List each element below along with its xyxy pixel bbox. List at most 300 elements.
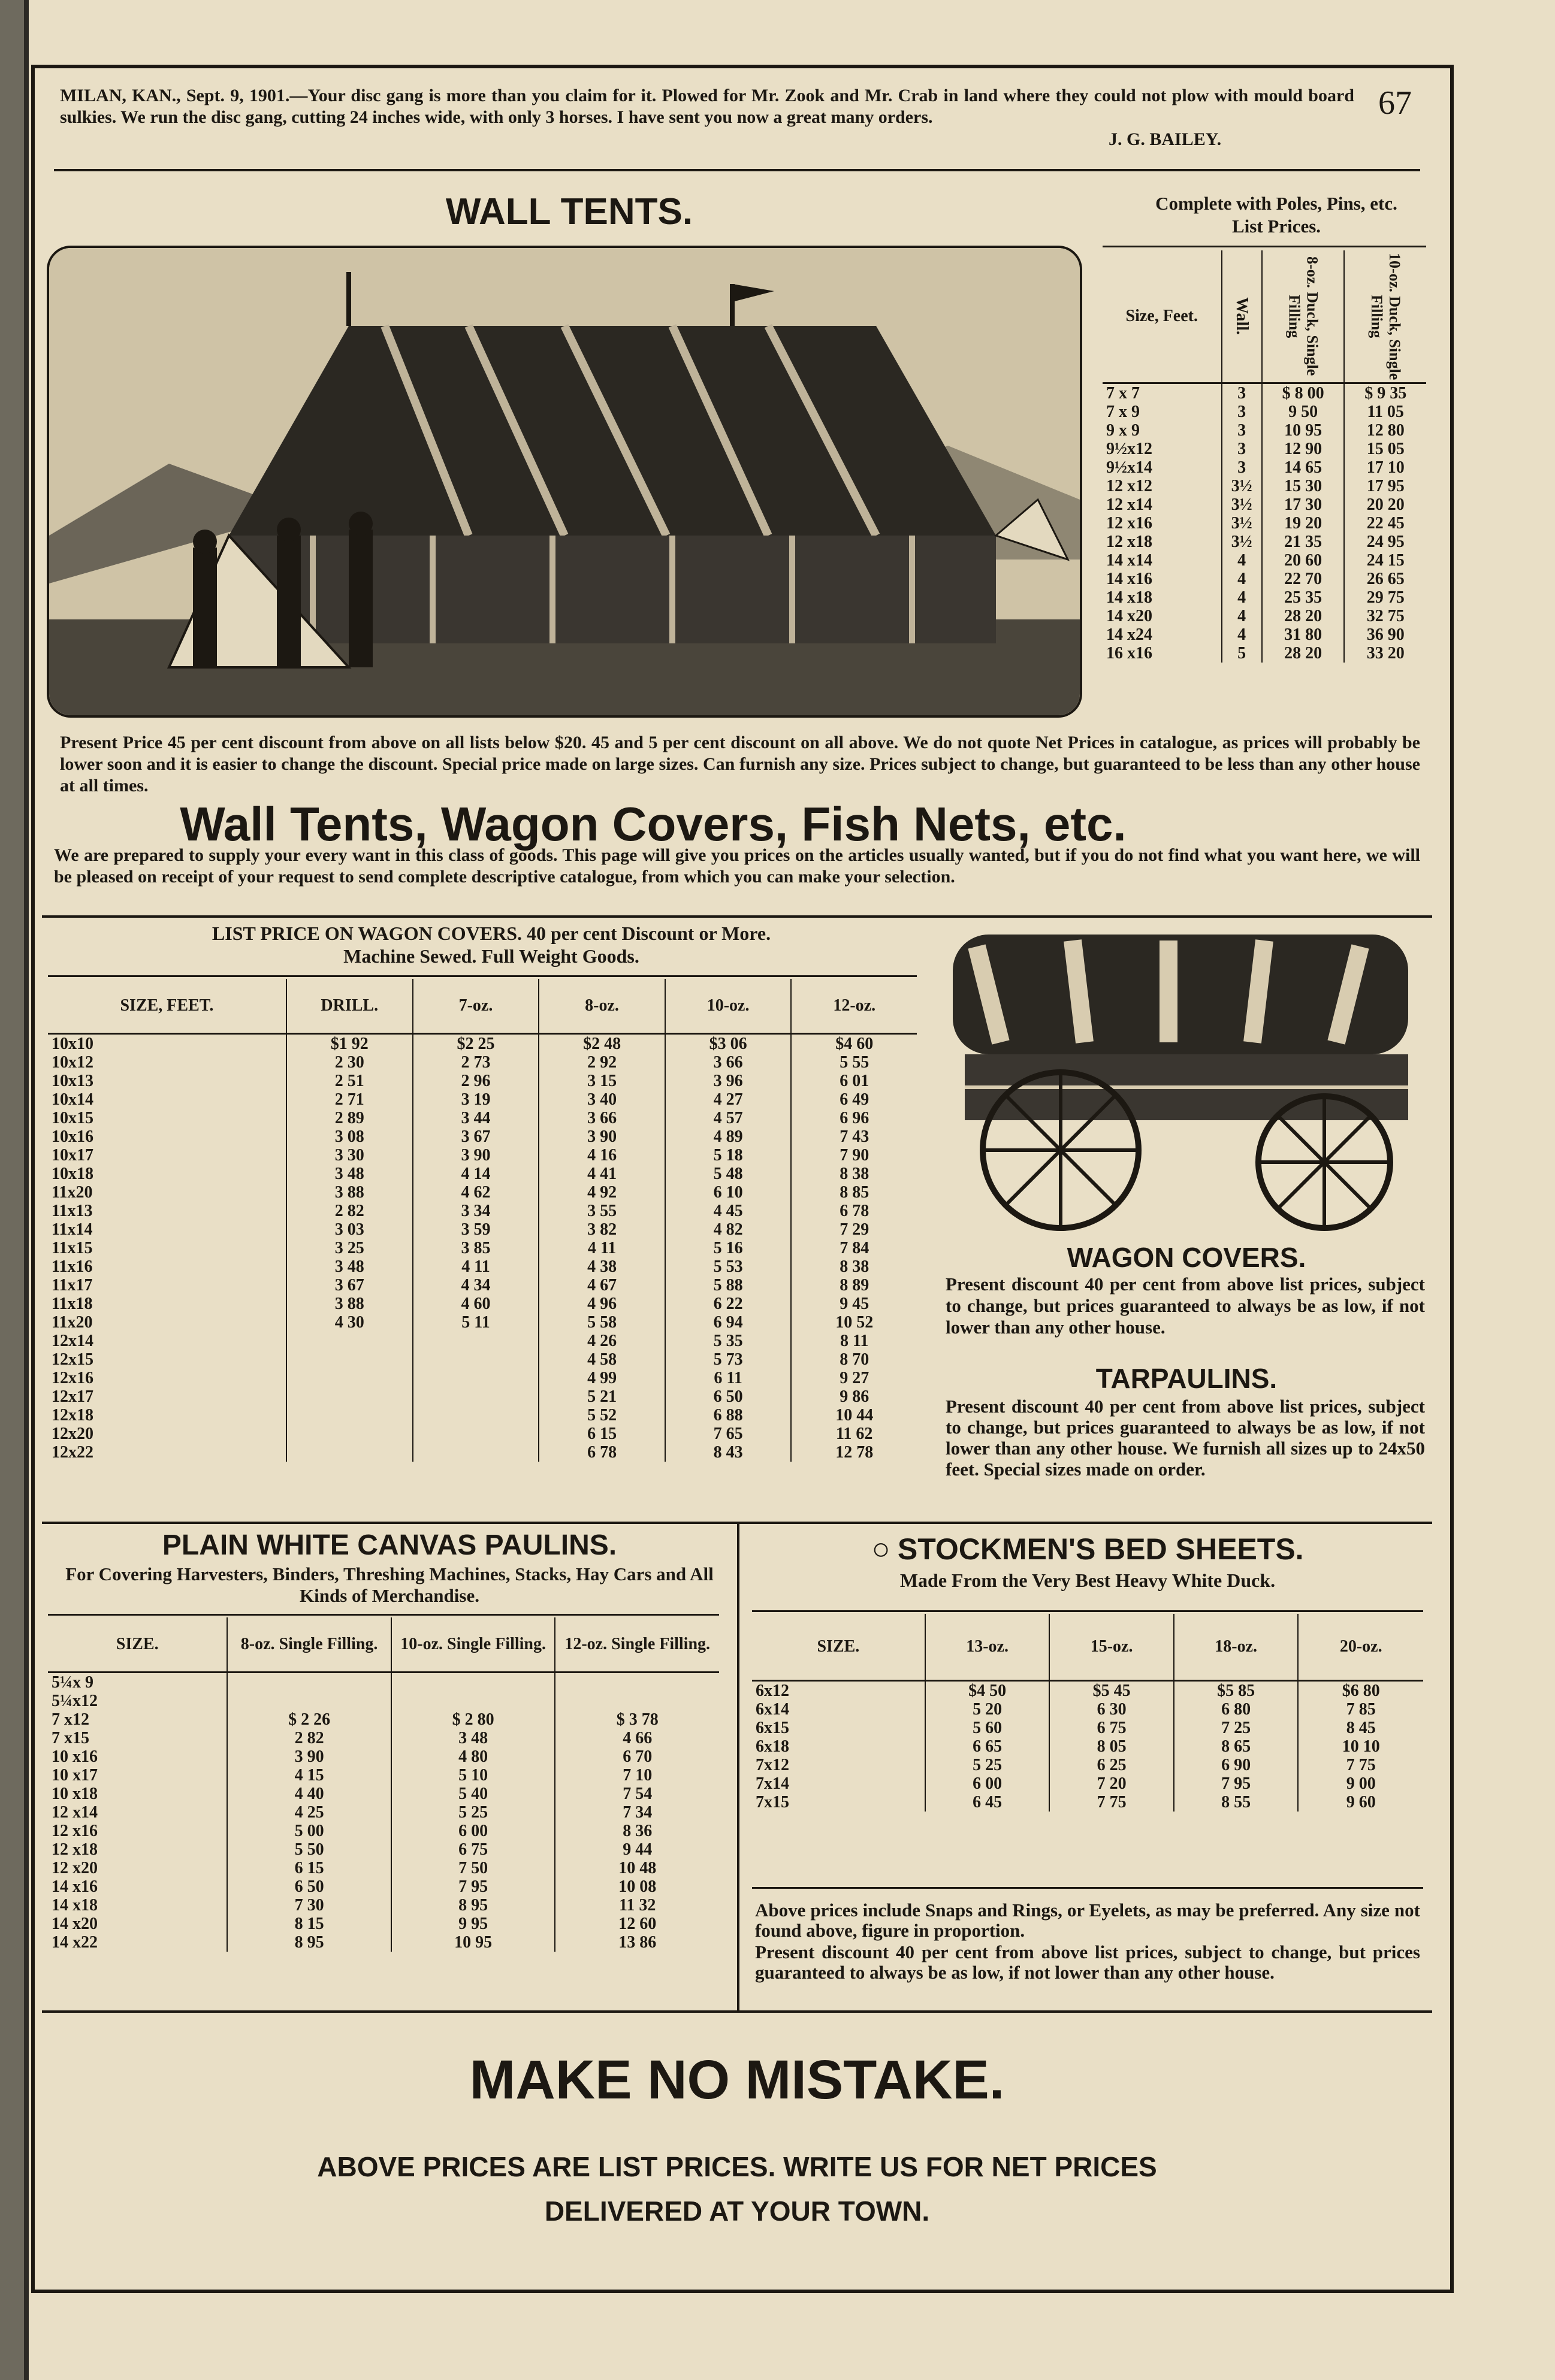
price-cell: 9 86: [840, 1387, 869, 1406]
bed-sheet-row: [752, 1756, 1423, 1774]
wall-tents-table-caption: Complete with Poles, Pins, etc.: [1155, 193, 1397, 214]
tent-row: [1103, 625, 1426, 644]
bed-sheet-row: [752, 1719, 1423, 1737]
price-cell: 5 48: [665, 1165, 792, 1183]
price-cell: [286, 1332, 413, 1350]
paulin-row: [48, 1859, 719, 1877]
price-cell: 7 85: [1346, 1700, 1376, 1719]
price-cell: 7 84: [840, 1239, 869, 1257]
price-cell: 3 15: [539, 1072, 665, 1090]
tarpaulins-text: Present discount 40 per cent from above list prices, subject to change, but prices guaranteed to always be as low, if not lower than any other house. We furnish all sizes up to 24x50 feet. Special sizes made on order.: [946, 1396, 1425, 1480]
price-cell: [413, 1350, 539, 1369]
price-cell: 4 11: [539, 1239, 665, 1257]
paulin-row: [48, 1747, 719, 1766]
price-cell: 7 65: [665, 1425, 792, 1443]
pl-col-size: SIZE.: [48, 1617, 227, 1673]
price-cell: 6 01: [840, 1072, 869, 1090]
tent-row: [1103, 570, 1426, 588]
size-cell: 10 x17: [48, 1766, 227, 1785]
size-cell: 14 x18: [1103, 588, 1222, 607]
bed-sheets-title: [743, 1531, 1432, 1567]
price-cell: 4: [1222, 607, 1262, 625]
testimonial-text: MILAN, KAN., Sept. 9, 1901.—Your disc gang is more than you claim for it. Plowed for Mr. Zook and Mr. Crab in land where they could not plow with mould board sulkies. We run the disc gang, cutting 24 inches wide, with only 3 horses. I have sent you now a great many orders.: [60, 86, 1354, 127]
price-cell: 9 27: [840, 1369, 869, 1387]
size-cell: 14 x16: [1103, 570, 1222, 588]
pl-col-8oz: 8-oz. Single Filling.: [227, 1617, 391, 1673]
size-cell: 7x14: [752, 1774, 925, 1793]
price-cell: 9 50: [1262, 403, 1345, 421]
size-cell: 7 x15: [48, 1729, 227, 1747]
bs-col-20oz: 20-oz.: [1298, 1614, 1423, 1681]
price-cell: 6 78: [539, 1443, 665, 1462]
price-cell: 7 34: [623, 1803, 653, 1822]
price-cell: 9 44: [623, 1840, 653, 1859]
price-cell: 7 10: [623, 1766, 653, 1785]
price-cell: 4 16: [539, 1146, 665, 1165]
paulins-table: [48, 1617, 719, 1952]
size-cell: 10x10: [48, 1034, 286, 1054]
price-cell: 2 30: [286, 1053, 413, 1072]
price-cell: 8 36: [623, 1822, 653, 1840]
header-rule: [54, 169, 1420, 171]
price-cell: 3 03: [286, 1220, 413, 1239]
price-cell: $2 25: [413, 1034, 539, 1054]
price-cell: 33 20: [1366, 644, 1405, 663]
price-cell: 24 95: [1366, 533, 1405, 551]
price-cell: 2 51: [286, 1072, 413, 1090]
price-cell: 6 90: [1174, 1756, 1299, 1774]
price-cell: 6 30: [1049, 1700, 1174, 1719]
circle-icon: ○: [871, 1532, 890, 1566]
size-cell: 6x18: [752, 1737, 925, 1756]
price-cell: 3: [1222, 383, 1262, 403]
size-cell: 12x22: [48, 1443, 286, 1462]
wagon-cover-row: [48, 1072, 917, 1090]
price-cell: 6 96: [840, 1109, 869, 1127]
wagon-cover-row: [48, 1034, 917, 1054]
price-cell: $ 9 35: [1364, 384, 1407, 403]
price-cell: 3 19: [413, 1090, 539, 1109]
price-cell: 3 67: [286, 1276, 413, 1295]
price-cell: 7 90: [840, 1146, 869, 1165]
price-cell: 3 85: [413, 1239, 539, 1257]
tent-row: [1103, 477, 1426, 495]
price-cell: 8 65: [1174, 1737, 1299, 1756]
price-cell: 6 75: [391, 1840, 555, 1859]
price-cell: 4 60: [413, 1295, 539, 1313]
wagon-cover-row: [48, 1406, 917, 1425]
price-cell: [227, 1673, 391, 1692]
size-cell: 12 x16: [48, 1822, 227, 1840]
wall-tents-table: [1103, 250, 1426, 663]
tent-row: [1103, 495, 1426, 514]
price-cell: 8 43: [665, 1443, 792, 1462]
price-cell: 8 11: [840, 1332, 869, 1350]
price-cell: 5 21: [539, 1387, 665, 1406]
size-cell: 12 x18: [1103, 533, 1222, 551]
wagon-covers-heading-2: Machine Sewed. Full Weight Goods.: [343, 945, 639, 967]
price-cell: 2 92: [539, 1053, 665, 1072]
price-cell: [227, 1692, 391, 1710]
bs-col-18oz: 18-oz.: [1174, 1614, 1299, 1681]
wagon-cover-row: [48, 1350, 917, 1369]
wagon-cover-row: [48, 1239, 917, 1257]
price-cell: 4: [1222, 625, 1262, 644]
col-wall: Wall.: [1233, 297, 1252, 335]
page-number: 67: [1378, 84, 1412, 122]
tent-row: [1103, 458, 1426, 477]
price-cell: [413, 1369, 539, 1387]
wagon-covers-heading-1: LIST PRICE ON WAGON COVERS. 40 per cent Discount or More.: [212, 923, 771, 944]
price-cell: 5 25: [391, 1803, 555, 1822]
tent-drawing: [49, 248, 1080, 715]
price-cell: 7 95: [391, 1877, 555, 1896]
price-cell: 3 30: [286, 1146, 413, 1165]
paulin-row: [48, 1896, 719, 1915]
price-cell: 3½: [1222, 495, 1262, 514]
price-cell: 6 78: [840, 1202, 869, 1220]
col-size: Size, Feet.: [1103, 250, 1222, 383]
price-cell: 2 96: [413, 1072, 539, 1090]
price-cell: 6 94: [665, 1313, 792, 1332]
banner-text: We are prepared to supply your every want in this class of goods. This page will give you prices on the articles usually wanted, but if you do not find what you want here, we will be pleased on receipt of your request to send complete descriptive catalogue, from which you can make your selection.: [54, 845, 1420, 887]
price-cell: 5 16: [665, 1239, 792, 1257]
size-cell: 14 x20: [48, 1915, 227, 1933]
paulin-row: [48, 1877, 719, 1896]
price-cell: 36 90: [1366, 625, 1405, 644]
wagon-cover-row: [48, 1387, 917, 1406]
bed-sheet-row: [752, 1793, 1423, 1812]
price-cell: 3: [1222, 458, 1262, 477]
size-cell: 11x17: [48, 1276, 286, 1295]
price-cell: [286, 1425, 413, 1443]
wc-col-12oz: 12-oz.: [791, 979, 917, 1034]
price-cell: 4 26: [539, 1332, 665, 1350]
wagon-cover-row: [48, 1295, 917, 1313]
price-cell: 21 35: [1262, 533, 1345, 551]
size-cell: 14 x22: [48, 1933, 227, 1952]
wagon-cover-row: [48, 1090, 917, 1109]
price-cell: 8 55: [1174, 1793, 1299, 1812]
price-cell: 3 90: [539, 1127, 665, 1146]
price-cell: 4 82: [665, 1220, 792, 1239]
tarpaulins-title: TARPAULINS.: [1095, 1363, 1278, 1394]
price-cell: 5 73: [665, 1350, 792, 1369]
size-cell: 10 x16: [48, 1747, 227, 1766]
price-cell: 3½: [1222, 514, 1262, 533]
price-cell: 8 15: [227, 1915, 391, 1933]
price-cell: 3 55: [539, 1202, 665, 1220]
price-cell: [555, 1692, 719, 1710]
price-cell: 3 48: [286, 1257, 413, 1276]
price-cell: [413, 1406, 539, 1425]
price-cell: 4 89: [665, 1127, 792, 1146]
price-cell: 14 65: [1262, 458, 1345, 477]
price-cell: 6 50: [227, 1877, 391, 1896]
price-cell: 3 48: [391, 1729, 555, 1747]
price-cell: 3 66: [665, 1053, 792, 1072]
tent-row: [1103, 551, 1426, 570]
price-cell: 3 90: [413, 1146, 539, 1165]
size-cell: 10x13: [48, 1072, 286, 1090]
wagon-cover-row: [48, 1053, 917, 1072]
paulin-row: [48, 1933, 719, 1952]
tent-row: [1103, 421, 1426, 440]
price-cell: 5 53: [665, 1257, 792, 1276]
price-cell: 10 52: [835, 1313, 874, 1332]
price-cell: 3 82: [539, 1220, 665, 1239]
price-cell: 22 70: [1262, 570, 1345, 588]
paulin-row: [48, 1729, 719, 1747]
price-cell: 12 78: [835, 1443, 874, 1462]
price-cell: 15 05: [1366, 440, 1405, 458]
price-cell: 22 45: [1366, 514, 1405, 533]
price-cell: 26 65: [1366, 570, 1405, 588]
price-cell: $ 2 26: [227, 1710, 391, 1729]
price-cell: 8 38: [840, 1165, 869, 1183]
size-cell: 12 x16: [1103, 514, 1222, 533]
wagon-cover-row: [48, 1220, 917, 1239]
tent-row: [1103, 607, 1426, 625]
size-cell: 10x16: [48, 1127, 286, 1146]
price-cell: 4 45: [665, 1202, 792, 1220]
price-cell: $5 45: [1049, 1681, 1174, 1701]
size-cell: 10 x18: [48, 1785, 227, 1803]
size-cell: 12 x20: [48, 1859, 227, 1877]
bs-col-15oz: 15-oz.: [1049, 1614, 1174, 1681]
size-cell: 11x15: [48, 1239, 286, 1257]
size-cell: 9½x12: [1103, 440, 1222, 458]
size-cell: 7 x 9: [1103, 403, 1222, 421]
wagon-cover-row: [48, 1257, 917, 1276]
price-cell: [413, 1443, 539, 1462]
price-cell: 5 10: [391, 1766, 555, 1785]
size-cell: 12 x12: [1103, 477, 1222, 495]
price-cell: 15 30: [1262, 477, 1345, 495]
tent-row: [1103, 383, 1426, 403]
size-cell: 10x17: [48, 1146, 286, 1165]
price-cell: $4 60: [835, 1035, 874, 1053]
price-cell: 3 67: [413, 1127, 539, 1146]
wagon-cover-row: [48, 1183, 917, 1202]
price-cell: 6 00: [925, 1774, 1050, 1793]
size-cell: 14 x14: [1103, 551, 1222, 570]
price-cell: [413, 1387, 539, 1406]
price-cell: 2 82: [286, 1202, 413, 1220]
price-cell: 9 95: [391, 1915, 555, 1933]
size-cell: 7 x12: [48, 1710, 227, 1729]
price-cell: [286, 1369, 413, 1387]
bed-sheet-row: [752, 1774, 1423, 1793]
footer-line-1: ABOVE PRICES ARE LIST PRICES. WRITE US FOR NET PRICES: [317, 2151, 1157, 2182]
price-cell: 32 75: [1366, 607, 1405, 625]
size-cell: 12x14: [48, 1332, 286, 1350]
wagon-cover-row: [48, 1146, 917, 1165]
price-cell: 5 18: [665, 1146, 792, 1165]
wc-col-8oz: 8-oz.: [539, 979, 665, 1034]
paulin-row: [48, 1766, 719, 1785]
price-cell: 4 80: [391, 1747, 555, 1766]
size-cell: 6x15: [752, 1719, 925, 1737]
price-cell: $2 48: [539, 1034, 665, 1054]
price-cell: 4 34: [413, 1276, 539, 1295]
price-cell: 6 70: [623, 1747, 653, 1766]
price-cell: 7 50: [391, 1859, 555, 1877]
price-cell: 7 54: [623, 1785, 653, 1803]
paulin-row: [48, 1840, 719, 1859]
price-cell: 10 95: [391, 1933, 555, 1952]
col-8oz: 8-oz. Duck, Single Filling: [1285, 256, 1321, 376]
price-cell: 3: [1222, 421, 1262, 440]
price-cell: 4 11: [413, 1257, 539, 1276]
price-cell: 24 15: [1366, 551, 1405, 570]
price-cell: 6 22: [665, 1295, 792, 1313]
price-cell: 6 25: [1049, 1756, 1174, 1774]
price-cell: 5: [1222, 644, 1262, 663]
size-cell: 10x12: [48, 1053, 286, 1072]
price-cell: 12 80: [1366, 421, 1405, 440]
paulin-row: [48, 1710, 719, 1729]
size-cell: 12 x14: [1103, 495, 1222, 514]
price-cell: 8 85: [840, 1183, 869, 1202]
size-cell: 7 x 7: [1103, 383, 1222, 403]
price-cell: [391, 1692, 555, 1710]
price-cell: 8 38: [840, 1257, 869, 1276]
price-cell: 3 66: [539, 1109, 665, 1127]
paulin-row: [48, 1803, 719, 1822]
price-cell: 7 20: [1049, 1774, 1174, 1793]
price-cell: 6 50: [665, 1387, 792, 1406]
price-cell: 4 38: [539, 1257, 665, 1276]
price-cell: 7 75: [1049, 1793, 1174, 1812]
size-cell: 10x18: [48, 1165, 286, 1183]
wagon-table-top-rule: [48, 975, 917, 977]
price-cell: [286, 1406, 413, 1425]
price-cell: 3 44: [413, 1109, 539, 1127]
wall-tents-table-subcaption: List Prices.: [1231, 216, 1321, 237]
price-cell: 3 88: [286, 1295, 413, 1313]
paulin-row: [48, 1822, 719, 1840]
price-cell: 13 86: [618, 1933, 657, 1952]
wagon-cover-row: [48, 1109, 917, 1127]
price-cell: 7 30: [227, 1896, 391, 1915]
tent-row: [1103, 644, 1426, 663]
tent-row: [1103, 533, 1426, 551]
size-cell: 12x20: [48, 1425, 286, 1443]
binding-edge: [24, 0, 29, 2380]
bed-table-bottom-rule: [752, 1887, 1423, 1889]
price-cell: 8 95: [391, 1896, 555, 1915]
wagon-covers-side-text: Present discount 40 per cent from above list prices, subject to change, but prices guaranteed to always be as low, if not lower than any other house.: [946, 1274, 1425, 1338]
bed-sheet-row: [752, 1737, 1423, 1756]
price-cell: 9 45: [840, 1295, 869, 1313]
testimonial-signature: J. G. BAILEY.: [1109, 129, 1222, 149]
price-cell: 17 30: [1262, 495, 1345, 514]
price-cell: 6 75: [1049, 1719, 1174, 1737]
price-cell: $ 8 00: [1262, 383, 1345, 403]
price-cell: 3½: [1222, 477, 1262, 495]
price-cell: 4 92: [539, 1183, 665, 1202]
price-cell: 4: [1222, 588, 1262, 607]
price-cell: 28 20: [1262, 644, 1345, 663]
price-cell: $ 3 78: [616, 1710, 659, 1729]
price-cell: 5 58: [539, 1313, 665, 1332]
size-cell: 12x18: [48, 1406, 286, 1425]
price-cell: 7 95: [1174, 1774, 1299, 1793]
wagon-cover-row: [48, 1165, 917, 1183]
pl-col-12oz: 12-oz. Single Filling.: [555, 1617, 719, 1673]
price-cell: $4 50: [925, 1681, 1050, 1701]
price-cell: 6 15: [227, 1859, 391, 1877]
binding-gutter: [0, 0, 24, 2380]
size-cell: 12 x14: [48, 1803, 227, 1822]
price-cell: 11 32: [618, 1896, 656, 1915]
size-cell: 12x17: [48, 1387, 286, 1406]
tents-table-top-rule: [1103, 246, 1426, 247]
wall-tents-title: WALL TENTS.: [445, 191, 693, 232]
size-cell: 14 x16: [48, 1877, 227, 1896]
price-cell: 4 41: [539, 1165, 665, 1183]
price-cell: 3 90: [227, 1747, 391, 1766]
price-cell: 25 35: [1262, 588, 1345, 607]
wagon-cover-row: [48, 1202, 917, 1220]
price-cell: 4 15: [227, 1766, 391, 1785]
size-cell: 10x15: [48, 1109, 286, 1127]
price-cell: 4 62: [413, 1183, 539, 1202]
price-cell: 7 25: [1174, 1719, 1299, 1737]
price-cell: 2 71: [286, 1090, 413, 1109]
price-cell: [555, 1673, 719, 1692]
size-cell: 6x12: [752, 1681, 925, 1701]
price-cell: 20 60: [1262, 551, 1345, 570]
price-cell: 4: [1222, 570, 1262, 588]
paulins-subtitle: For Covering Harvesters, Binders, Threshing Machines, Stacks, Hay Cars and All Kinds of Merchandise.: [65, 1564, 714, 1606]
price-cell: $3 06: [665, 1034, 792, 1054]
banner-rule: [42, 915, 1432, 918]
price-cell: 9 60: [1346, 1793, 1376, 1812]
wc-col-7oz: 7-oz.: [413, 979, 539, 1034]
size-cell: 9 x 9: [1103, 421, 1222, 440]
price-cell: 12 90: [1262, 440, 1345, 458]
wagon-cover-row: [48, 1369, 917, 1387]
price-cell: 4 40: [227, 1785, 391, 1803]
price-cell: 4 57: [665, 1109, 792, 1127]
size-cell: 5¼x 9: [48, 1673, 227, 1692]
price-cell: 10 48: [618, 1859, 657, 1877]
price-cell: 8 45: [1346, 1719, 1376, 1737]
price-cell: 5 11: [413, 1313, 539, 1332]
footer-headline: MAKE NO MISTAKE.: [469, 2049, 1005, 2110]
price-cell: 7 43: [840, 1127, 869, 1146]
price-cell: 19 20: [1262, 514, 1345, 533]
size-cell: 11x20: [48, 1183, 286, 1202]
size-cell: 6x14: [752, 1700, 925, 1719]
price-cell: 5 00: [227, 1822, 391, 1840]
price-cell: 5 55: [840, 1053, 869, 1072]
price-cell: 4: [1222, 551, 1262, 570]
bed-sheet-row: [752, 1681, 1423, 1701]
price-cell: 8 95: [227, 1933, 391, 1952]
paulin-row: [48, 1915, 719, 1933]
wagon-covers-table: [48, 979, 917, 1462]
paulins-table-top-rule: [48, 1614, 719, 1616]
size-cell: 16 x16: [1103, 644, 1222, 663]
size-cell: 11x14: [48, 1220, 286, 1239]
tent-row: [1103, 588, 1426, 607]
bed-table-top-rule: [752, 1610, 1423, 1612]
bed-sheets-title-text: STOCKMEN'S BED SHEETS.: [897, 1532, 1304, 1566]
price-cell: 6 80: [1174, 1700, 1299, 1719]
